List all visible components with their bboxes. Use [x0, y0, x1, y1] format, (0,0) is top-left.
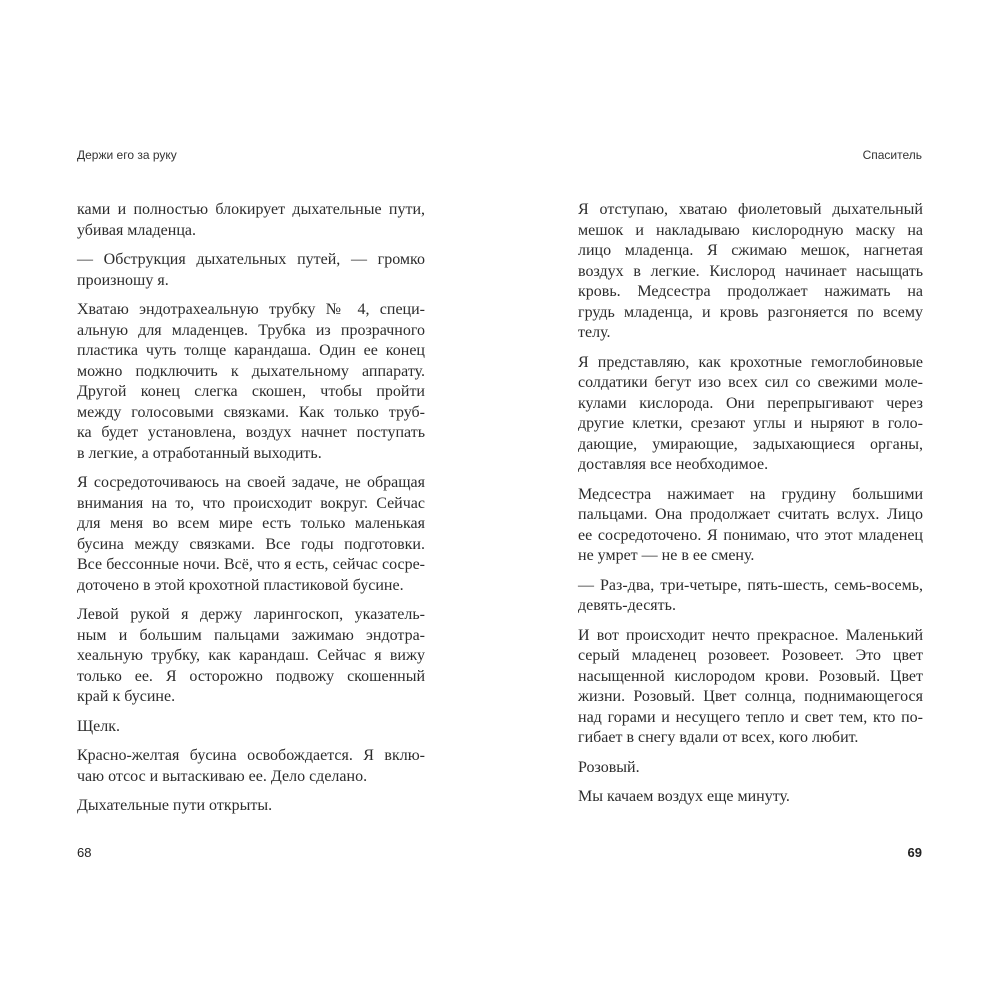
text-line: Медсестра нажимает на грудину большими — [578, 485, 923, 503]
text-line: Мы качаем воздух еще минуту. — [578, 788, 790, 805]
text-line: Я сосредоточиваюсь на своей задаче, не обращая — [77, 474, 425, 491]
text-line: внимания на то, что происходит вокруг. Сейчас — [77, 494, 425, 512]
text-line: ее сосредоточено. Я понимаю, что этот младенец — [578, 526, 923, 544]
page-number-left: 68 — [77, 845, 92, 860]
text-line: в легкие, а отработанный выходить. — [77, 444, 322, 462]
text-line: чаю отсос и вытаскиваю ее. Дело сделано. — [77, 767, 368, 785]
text-line: Дыхательные пути открыты. — [77, 797, 273, 814]
paragraph — [77, 746, 425, 787]
paragraph — [77, 473, 425, 596]
text-line: Все бессонные ночи. Всё, что я есть, сейчас сосре- — [77, 556, 425, 573]
text-line: Красно-желтая бусина освобождается. Я вклю- — [77, 747, 425, 764]
text-line: ками и полностью блокирует дыхательные пути, — [77, 201, 425, 218]
text-line: лицо младенца. Я сжимаю мешок, нагнетая — [578, 242, 923, 259]
text-line: край к бусине. — [77, 688, 176, 705]
paragraph — [578, 758, 923, 779]
paragraph — [77, 717, 425, 738]
paragraph — [77, 796, 425, 817]
text-line: — Обструкция дыхательных путей, — громко — [77, 251, 425, 268]
text-line: Хватаю эндотрахеальную трубку № 4, специ- — [77, 301, 425, 318]
text-line: пальцами. Она продолжает считать вслух. Лицо — [578, 506, 923, 523]
text-line: насыщенной кислородом крови. Розовый. Цвет — [578, 667, 923, 685]
running-head-right: Спаситель — [862, 148, 922, 162]
text-line: пластика чуть толще карандаша. Один ее конец — [77, 342, 425, 359]
text-line: кровь. Медсестра продолжает нажимать на — [578, 283, 923, 300]
paragraph — [578, 576, 923, 617]
text-line: телу. — [578, 324, 611, 341]
text-line: только ее. Я осторожно подвожу скошенный — [77, 667, 425, 685]
text-line: ка будет установлена, воздух начнет поступать — [77, 424, 425, 441]
paragraph — [578, 200, 923, 344]
text-line: серый младенец розовеет. Розовеет. Это цвет — [578, 647, 923, 664]
text-line: альную для младенцев. Трубка из прозрачного — [77, 321, 425, 339]
text-line: для меня во всем мире есть только маленькая — [77, 515, 425, 532]
text-line: убивая младенца. — [77, 221, 196, 239]
text-line: дающие, умирающие, задыхающиеся органы, — [578, 435, 923, 453]
text-line: Щелк. — [77, 717, 120, 735]
text-line: жизни. Розовый. Цвет солнца, поднимающегося — [578, 688, 923, 705]
text-line: бусина между связками. Все годы подготовки. — [77, 535, 425, 553]
paragraph — [77, 200, 425, 241]
text-line: доточено в этой крохотной пластиковой бусине. — [77, 576, 404, 594]
text-line: девять-десять. — [578, 597, 676, 614]
text-line: кулами кислорода. Они перепрыгивают через — [578, 394, 923, 412]
text-line: Другой конец слегка скошен, чтобы пройти — [77, 383, 425, 400]
text-line: другие клетки, срезают углы и ныряют в голо- — [578, 415, 923, 432]
paragraph — [578, 485, 923, 567]
text-line: над горами и несущего тепло и свет тем, кто по- — [578, 708, 923, 726]
text-line: не умрет — не в ее смену. — [578, 547, 755, 564]
paragraph — [77, 300, 425, 464]
text-line: мешок и накладываю кислородную маску на — [578, 221, 923, 239]
text-line: Левой рукой я держу ларингоскоп, указатель- — [77, 606, 425, 623]
text-line: воздух в легкие. Кислород начинает насыщать — [578, 262, 923, 280]
left-page-body — [77, 200, 425, 826]
text-line: Я представляю, как крохотные гемоглобиновые — [578, 353, 923, 371]
text-line: хеальную трубку, как карандаш. Сейчас я вижу — [77, 647, 425, 664]
text-line: можно подключить к дыхательному аппарату. — [77, 362, 425, 380]
right-page-body — [578, 200, 923, 817]
text-line: произношу я. — [77, 271, 169, 289]
running-head-left: Держи его за руку — [77, 148, 177, 162]
text-line: — Раз-два, три-четыре, пять-шесть, семь-восемь, — [578, 576, 923, 594]
page-number-right: 69 — [907, 845, 922, 860]
paragraph — [77, 605, 425, 708]
text-line: солдатики бегут изо всех сил со свежими моле- — [578, 374, 923, 391]
paragraph — [578, 626, 923, 749]
text-line: ным и большим пальцами зажимаю эндотра- — [77, 626, 425, 644]
text-line: доставляя все необходимое. — [578, 456, 769, 473]
paragraph — [578, 353, 923, 476]
text-line: грудь младенца, и кровь разгоняется по всему — [578, 303, 923, 321]
paragraph — [578, 787, 923, 808]
text-line: гибает в снегу вдали от всех, кого любит. — [578, 729, 859, 746]
paragraph — [77, 250, 425, 291]
text-line: Розовый. — [578, 758, 640, 776]
text-line: между голосовыми связками. Как только труб- — [77, 403, 425, 421]
text-line: Я отступаю, хватаю фиолетовый дыхательный — [578, 201, 923, 218]
text-line: И вот происходит нечто прекрасное. Маленький — [578, 626, 923, 644]
